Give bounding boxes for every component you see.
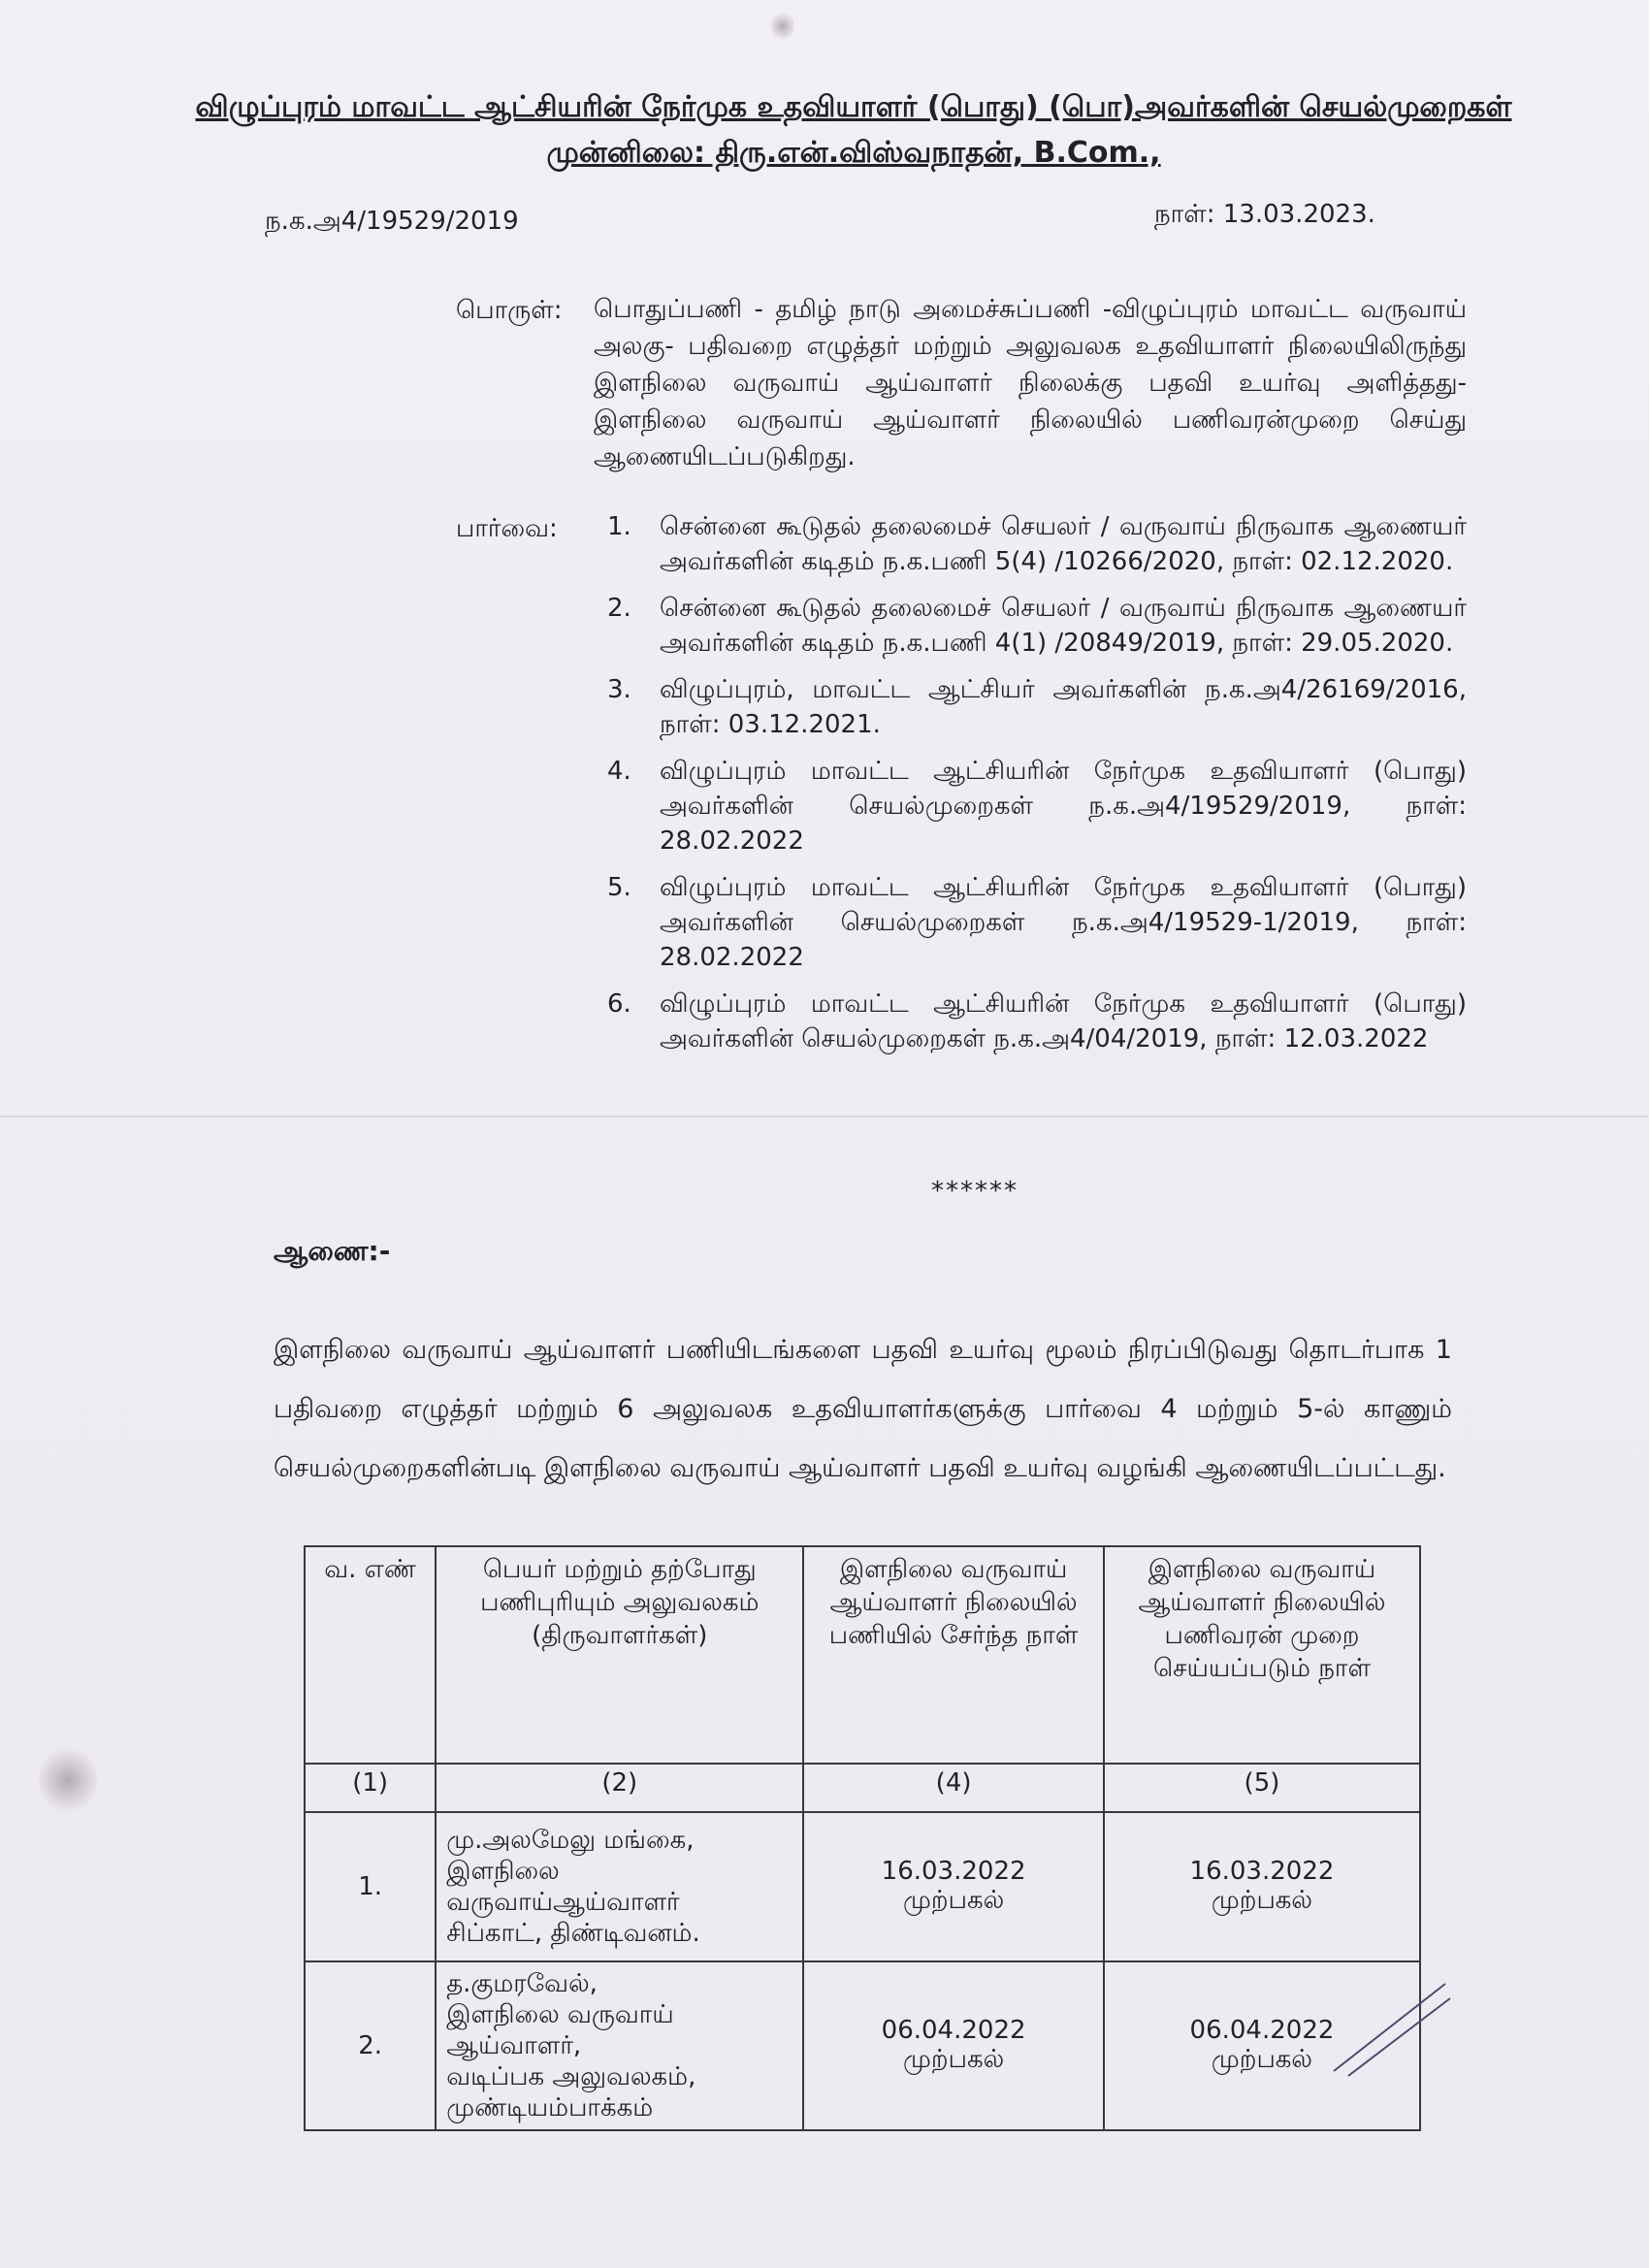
reference-text: விழுப்புரம் மாவட்ட ஆட்சியரின் நேர்முக உதவியாளர் (பொது) அவர்களின் செயல்முறைகள் ந.க.அ4/19529/2019, நாள்: 28.02.2022	[660, 757, 1467, 856]
reference-number-label: 4.	[607, 757, 631, 786]
document-date: நாள்: 13.03.2023.	[1154, 200, 1375, 229]
name-line: ஆய்வாளர்,	[446, 2031, 582, 2060]
name-line: இளநிலை	[446, 1857, 560, 1886]
reference-text: விழுப்புரம், மாவட்ட ஆட்சியர் அவர்களின் ந.க.அ4/26169/2016, நாள்: 03.12.2021.	[660, 675, 1467, 739]
header-joined-date: இளநிலை வருவாய் ஆய்வாளர் நிலையில் பணியில் சேர்ந்த நாள்	[803, 1546, 1104, 1764]
date-value: 16.03.2022	[1189, 1856, 1335, 1886]
session-value: முற்பகல்	[1211, 1885, 1313, 1915]
session-value: முற்பகல்	[903, 2044, 1005, 2074]
header-serial: வ. எண்	[305, 1546, 436, 1764]
presided-by: முன்னிலை: திரு.என்.விஸ்வநாதன், B.Com.,	[546, 136, 1161, 170]
row-joined-date	[803, 1961, 1104, 2130]
reference-text: விழுப்புரம் மாவட்ட ஆட்சியரின் நேர்முக உதவியாளர் (பொது) அவர்களின் செயல்முறைகள் ந.க.அ4/04/2019, நாள்: 12.03.2022	[660, 989, 1467, 1053]
name-line: சிப்காட், திண்டிவனம்.	[446, 1919, 700, 1948]
name-line: வருவாய்ஆய்வாளர்	[446, 1888, 680, 1917]
row-joined-date	[803, 1812, 1104, 1961]
name-line: முண்டியம்பாக்கம்	[446, 2093, 654, 2122]
reference-item	[594, 509, 1467, 579]
reference-item	[594, 987, 1467, 1056]
document-title: விழுப்புரம் மாவட்ட ஆட்சியரின் நேர்முக உதவியாளர் (பொது) (பொ)அவர்களின் செயல்முறைகள்	[195, 90, 1512, 124]
paper-mark	[771, 10, 794, 43]
reference-text: சென்னை கூடுதல் தலைமைச் செயலர் / வருவாய் நிருவாக ஆணையர் அவர்களின் கடிதம் ந.க.பணி 5(4) /10266/2020, நாள்: 02.12.2020.	[660, 512, 1467, 576]
reference-number-label: 6.	[607, 989, 631, 1019]
paper-fold	[0, 1116, 1649, 1118]
section-separator: ******	[931, 1177, 1018, 1206]
subject-text: பொதுப்பணி - தமிழ் நாடு அமைச்சுப்பணி -விழுப்புரம் மாவட்ட வருவாய் அலகு- பதிவறை எழுத்தர் மற்றும் அலுவலக உதவியாளர் நிலையிலிருந்து இளநிலை வருவாய் ஆய்வாளர் நிலைக்கு பதவி உயர்வு அளித்தது- இளநிலை வருவாய் ஆய்வாளர் நிலையில் பணிவரன்முறை செய்து ஆணையிடப்படுகிறது.	[594, 295, 1467, 471]
reference-number: ந.க.அ4/19529/2019	[265, 207, 519, 236]
column-number: (4)	[803, 1764, 1104, 1812]
table-row	[305, 1961, 1420, 2130]
reference-number-label: 2.	[607, 594, 631, 623]
references-label: பார்வை:	[456, 514, 558, 543]
reference-number-label: 5.	[607, 873, 631, 902]
date-value: 06.04.2022	[1189, 2015, 1335, 2045]
table-row	[305, 1812, 1420, 1961]
date-value: 16.03.2022	[881, 1856, 1026, 1886]
header-name-office: பெயர் மற்றும் தற்போது பணிபுரியும் அலுவலகம் (திருவாளர்கள்)	[436, 1546, 803, 1764]
reference-item	[594, 754, 1467, 859]
column-number: (5)	[1104, 1764, 1420, 1812]
name-line: வடிப்பக அலுவலகம்,	[446, 2062, 696, 2091]
date-value: 06.04.2022	[881, 2015, 1026, 2045]
column-number: (1)	[305, 1764, 436, 1812]
column-number-row	[305, 1764, 1420, 1812]
row-name-office	[436, 1961, 803, 2130]
order-body	[274, 1261, 1452, 1498]
table-header-row	[305, 1546, 1420, 1764]
initials-signature	[1329, 1974, 1455, 2081]
session-value: முற்பகல்	[1211, 2044, 1313, 2074]
order-label: ஆணை:-	[274, 1235, 391, 1267]
header-regularised-date: இளநிலை வருவாய் ஆய்வாளர் நிலையில் பணிவரன் முறை செய்யப்படும் நாள்	[1104, 1546, 1420, 1764]
references-list	[594, 509, 1467, 1068]
subject-label: பொருள்:	[456, 296, 563, 325]
row-serial: 2.	[305, 1961, 436, 2130]
column-number: (2)	[436, 1764, 803, 1812]
session-value: முற்பகல்	[903, 1885, 1005, 1915]
reference-text: விழுப்புரம் மாவட்ட ஆட்சியரின் நேர்முக உதவியாளர் (பொது) அவர்களின் செயல்முறைகள் ந.க.அ4/19529-1/2019, நாள்: 28.02.2022	[660, 873, 1467, 972]
reference-text: சென்னை கூடுதல் தலைமைச் செயலர் / வருவாய் நிருவாக ஆணையர் அவர்களின் கடிதம் ந.க.பணி 4(1) /20849/2019, நாள்: 29.05.2020.	[660, 594, 1467, 658]
reference-number-label: 3.	[607, 675, 631, 704]
reference-item	[594, 870, 1467, 975]
name-line: மு.அலமேலு மங்கை,	[446, 1826, 695, 1855]
promotion-table	[304, 1545, 1421, 2131]
reference-item	[594, 672, 1467, 742]
name-line: இளநிலை வருவாய்	[446, 2000, 674, 2029]
reference-item	[594, 591, 1467, 661]
name-line: த.குமரவேல்,	[446, 1969, 598, 1998]
order-text: இளநிலை வருவாய் ஆய்வாளர் பணியிடங்களை பதவி உயர்வு மூலம் நிரப்பிடுவது தொடர்பாக 1 பதிவறை எழுத்தர் மற்றும் 6 அலுவலக உதவியாளர்களுக்கு பார்வை 4 மற்றும் 5-ல் காணும் செயல்முறைகளின்படி இளநிலை வருவாய் ஆய்வாளர் பதவி உயர்வு வழங்கி ஆணையிடப்பட்டது.	[274, 1335, 1452, 1483]
row-regularised-date	[1104, 1812, 1420, 1961]
row-serial: 1.	[305, 1812, 436, 1961]
row-name-office	[436, 1812, 803, 1961]
reference-number-label: 1.	[607, 512, 631, 541]
ink-smudge	[39, 1746, 97, 1814]
